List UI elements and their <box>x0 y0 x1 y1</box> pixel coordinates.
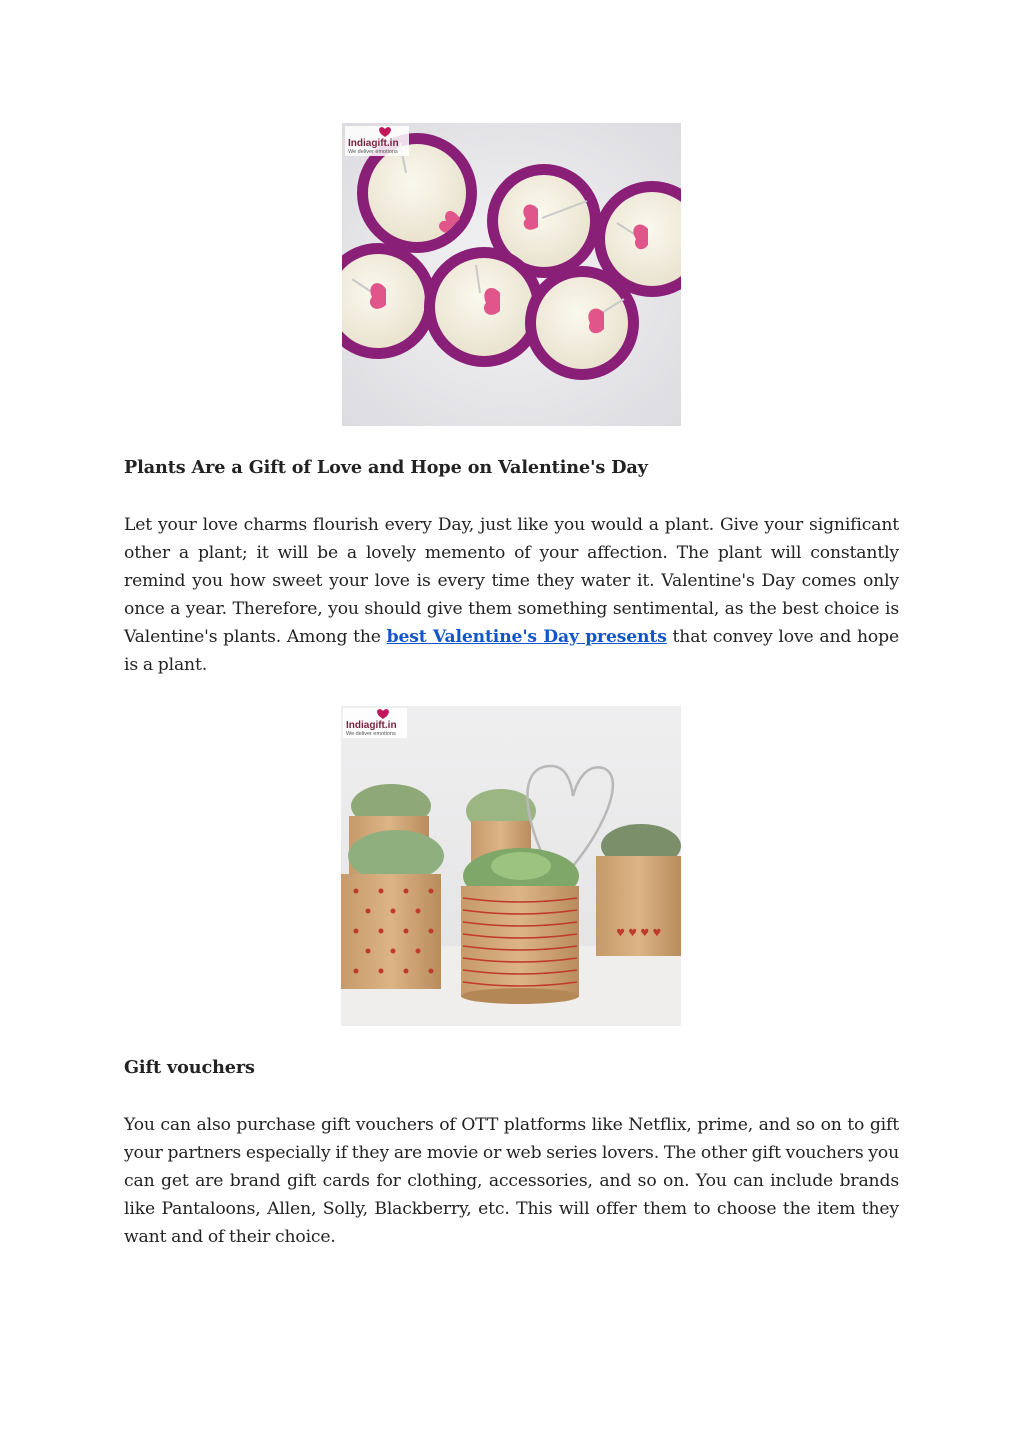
svg-text:We deliver emotions: We deliver emotions <box>346 731 396 737</box>
section-heading-plants: Plants Are a Gift of Love and Hope on Valentine's Day <box>124 457 648 478</box>
svg-text:Indiagift.in: Indiagift.in <box>348 138 399 149</box>
pot-front-left <box>341 830 444 989</box>
best-valentines-presents-link[interactable]: best Valentine's Day presents <box>386 627 667 647</box>
indiagift-logo <box>345 126 409 156</box>
indiagift-logo <box>343 708 407 738</box>
paragraph-text-after-link: that convey love and hope is a plant. <box>124 627 900 675</box>
svg-text:Indiagift.in: Indiagift.in <box>346 720 397 731</box>
section-paragraph-gift-vouchers: You can also purchase gift vouchers of OTT platforms like Netflix, prime, and so on to gift your partners especially if they are movie or web series lovers. The other gift vouchers you can get are brand gift cards for clothing, accessories, and so on. You can include brands like Pantaloons, Allen, Solly, Blackberry, etc. This will offer them to choose the item they want and of their choice. <box>124 1115 899 1247</box>
pot-back-right <box>596 824 681 956</box>
succulents-image <box>341 706 681 1026</box>
paragraph-text-before-link: Let your love charms flourish every Day, just like you would a plant. Give your significant other a plant; it will be a lovely memento of your affection. The plant will constantly remind you how sweet your love is every time they water it. Valentine's Day comes only once a year. Therefore, you should give them something sentimental, as the best choice is Valentine's plants. Among the <box>124 515 899 647</box>
pot-front-center <box>461 848 579 1004</box>
svg-text:♥ ♥ ♥ ♥: ♥ ♥ ♥ ♥ <box>616 928 662 939</box>
section-heading-gift-vouchers: Gift vouchers <box>124 1057 255 1078</box>
candles-image <box>342 123 681 426</box>
svg-text:We deliver emotions: We deliver emotions <box>348 149 398 155</box>
section-paragraph-plants <box>124 511 899 679</box>
